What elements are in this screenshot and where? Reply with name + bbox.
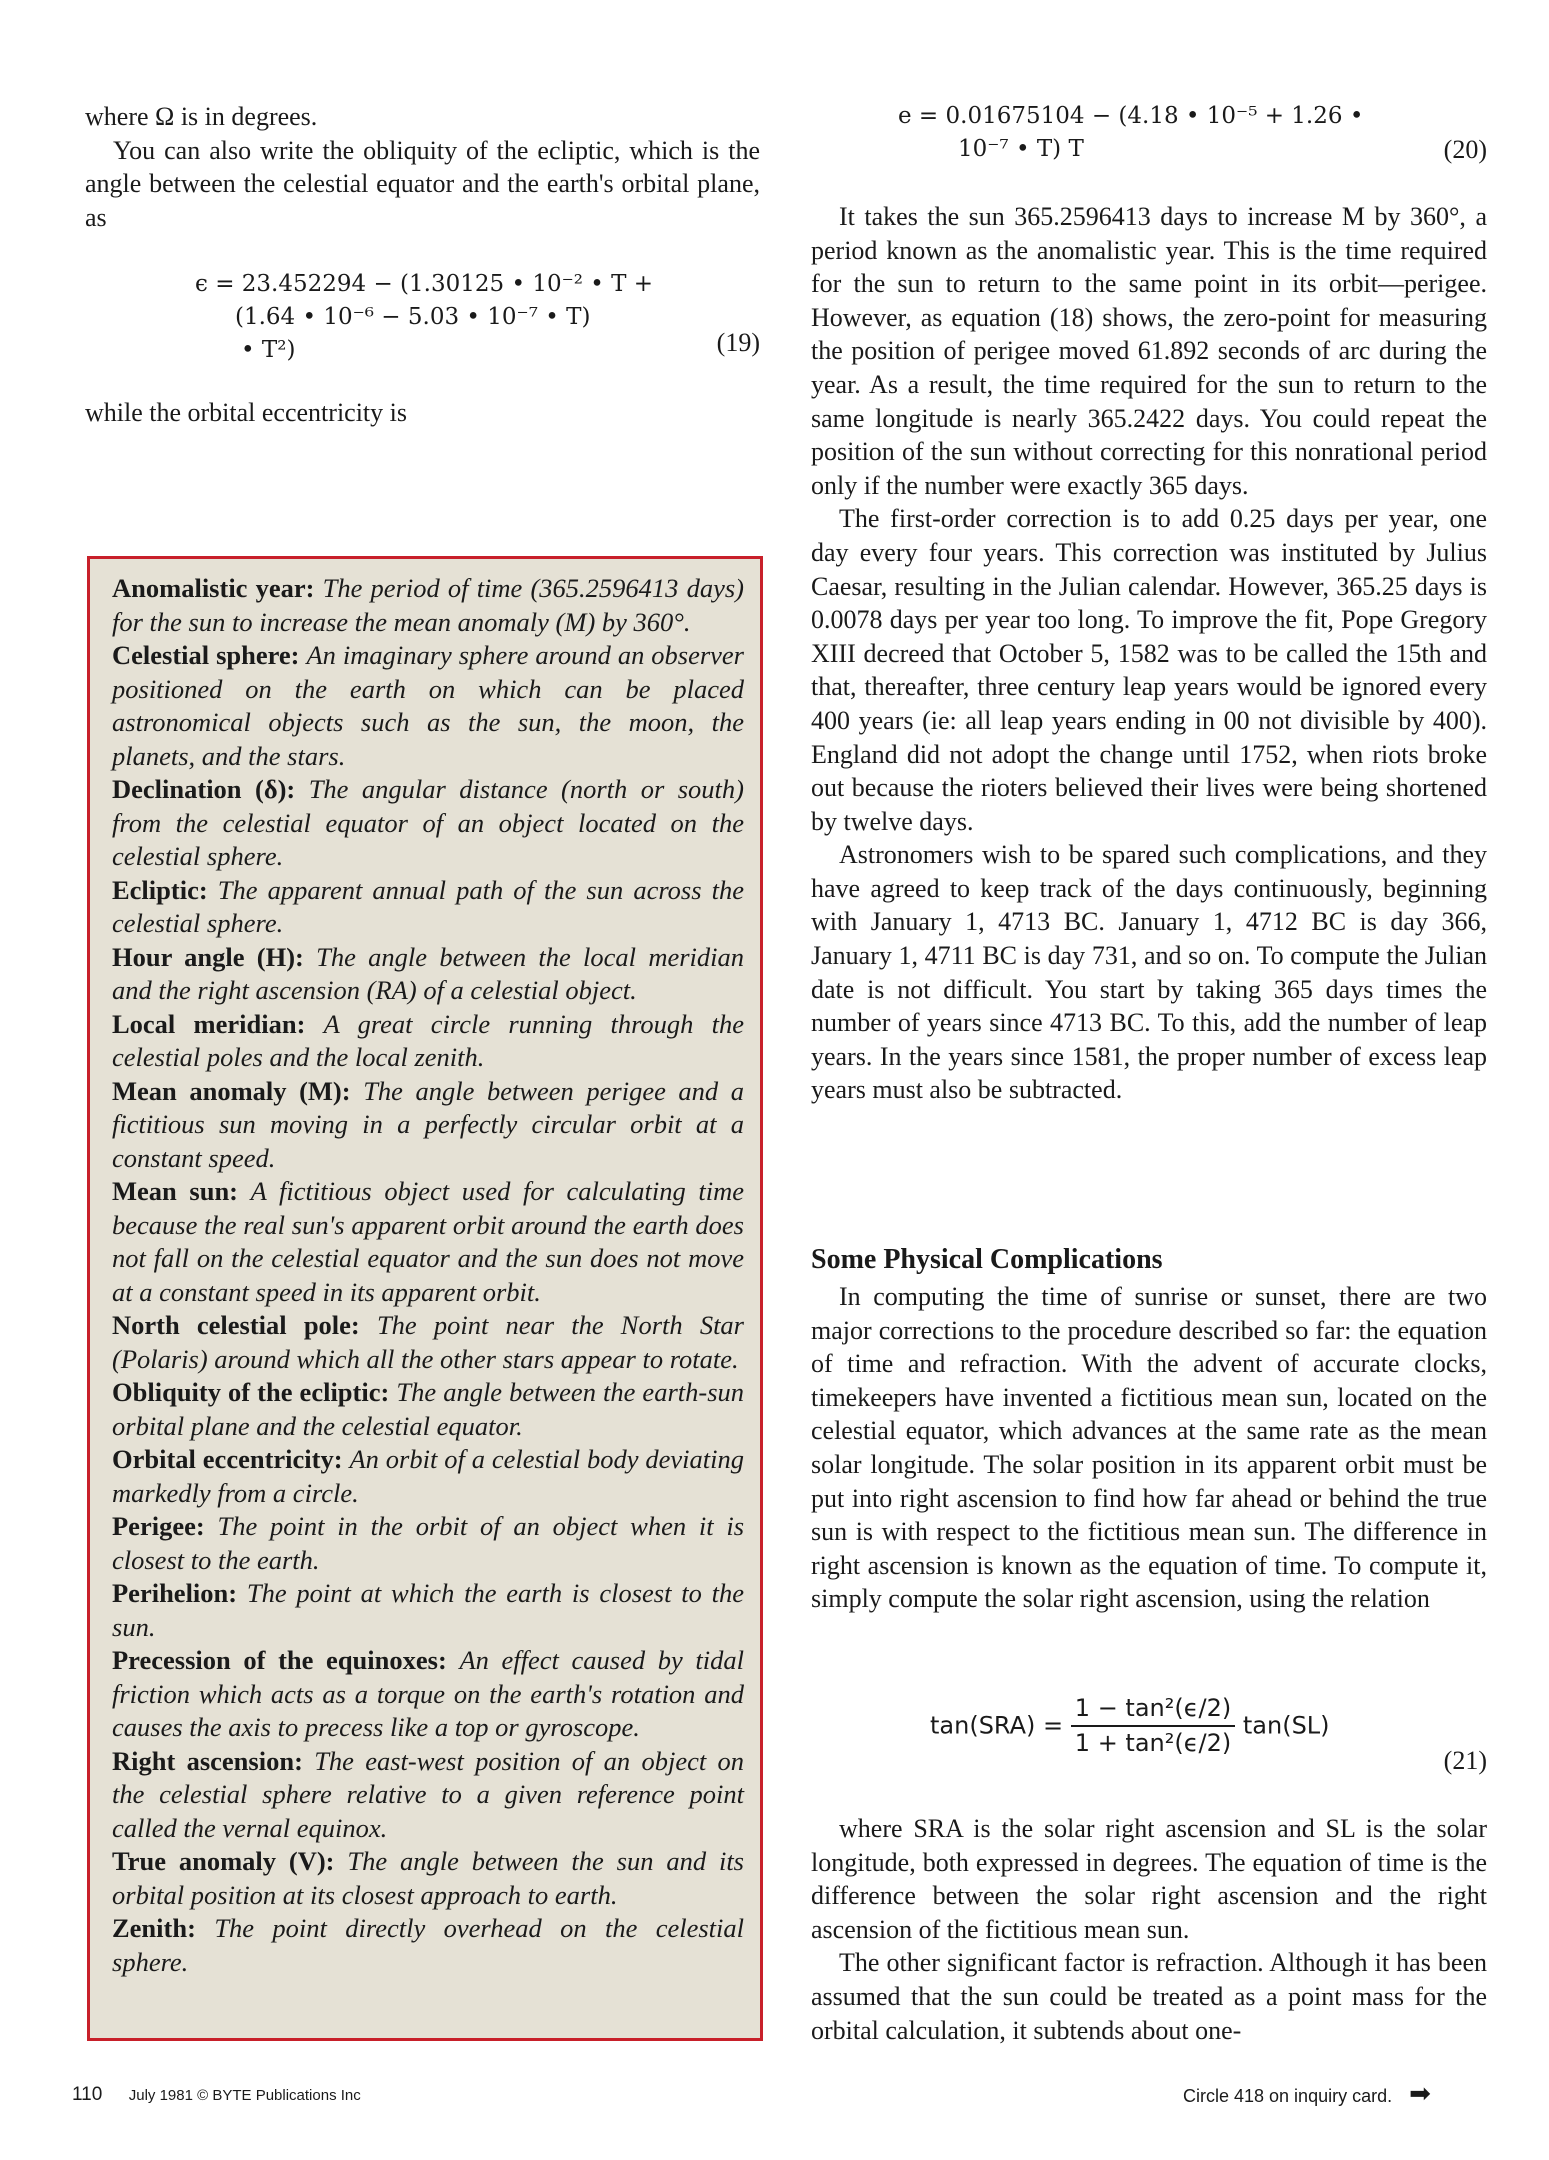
glossary-definition: The angle between the local meridian and the right ascension (RA) of a celestial object.: [112, 941, 745, 1005]
glossary-entry: [112, 874, 744, 941]
arrow-right-icon: ➡: [1409, 2078, 1431, 2108]
right-column-section: [811, 1280, 1487, 1616]
paragraph: Astronomers wish to be spared such complications, and they have agreed to keep track of the days continuously, beginning with January 1, 4713 BC. January 1, 4712 BC is day 366, January 1, 4711 BC is day 731, and so on. To compute the Julian date is not difficult. You start by taking 365 days times the number of years since 4713 BC. To this, add the number of leap years. In the years since 1581, the proper number of excess leap years must also be subtracted.: [811, 840, 1487, 1105]
glossary-entry: [112, 1376, 744, 1443]
glossary-term: Declination (δ):: [112, 774, 296, 804]
right-column-body: [811, 200, 1487, 1107]
glossary-term: Perigee:: [112, 1511, 205, 1541]
glossary-term: Ecliptic:: [112, 874, 208, 905]
equation-21: [930, 1692, 1487, 1782]
glossary-entry: [112, 1008, 744, 1075]
glossary-definition: An orbit of a celestial body deviating markedly from a circle.: [112, 1444, 745, 1508]
glossary-entry: [112, 1443, 744, 1510]
glossary-definition: The angle between the sun and its orbital position at its closest approach to earth.: [112, 1846, 744, 1910]
glossary-entry: [112, 1309, 744, 1376]
equation-line: (1.64 • 10⁻⁶ − 5.03 • 10⁻⁷ • T): [235, 304, 591, 330]
footer-right: [1183, 2078, 1431, 2108]
equation-rhs: tan(SL): [1242, 1711, 1330, 1740]
glossary-entry: [112, 1745, 744, 1846]
glossary-term: Mean sun:: [112, 1176, 239, 1206]
section-heading: Some Physical Complications: [811, 1244, 1163, 1275]
glossary-term: Orbital eccentricity:: [112, 1444, 343, 1474]
paragraph: while the orbital eccentricity is: [85, 398, 407, 427]
glossary-entry: [112, 1912, 744, 1979]
glossary-entry: [112, 572, 744, 639]
glossary-definition: A great circle running through the celestial poles and the local zenith.: [112, 1008, 745, 1072]
glossary-definition: A fictitious object used for calculating time because the real sun's apparent orbit around the earth does not fall on the celestial equator and the sun does not move at a constant speed in its apparent orbit.: [112, 1176, 744, 1307]
glossary-entry: [112, 1510, 744, 1577]
equation-fraction: [1071, 1692, 1235, 1760]
glossary-definition: The point directly overhead on the celestial sphere.: [112, 1913, 744, 1977]
paragraph: You can also write the obliquity of the ecliptic, which is the angle between the celestial equator and the earth's orbital plane, as: [85, 135, 760, 232]
issue-credit: July 1981 © BYTE Publications Inc: [128, 2087, 361, 2104]
glossary-term: Hour angle (H):: [112, 941, 304, 972]
glossary-term: Zenith:: [112, 1913, 196, 1943]
equation-20: [898, 100, 1487, 170]
paragraph: In computing the time of sunrise or sunset, there are two major corrections to the procedure described so far: the equation of time and refraction. With the advent of accurate clocks, timekeepers have invented a fictitious mean sun, located on the celestial equator, which advances at the same rate as the mean solar longitude. The solar position in its apparent orbit must be put into right ascension to find how far ahead or behind the true sun is with respect to the fictitious mean sun. The difference in right ascension is known as the equation of time. To compute it, simply compute the solar right ascension, using the relation: [811, 1282, 1487, 1614]
glossary-entry: [112, 1075, 744, 1176]
glossary-definition: The angle between the earth-sun orbital plane and the celestial equator.: [112, 1377, 745, 1441]
page-number: 110: [72, 2084, 103, 2105]
glossary-sidebar: [87, 556, 763, 2041]
glossary-entry: [112, 1644, 744, 1745]
equation-line: • T²): [241, 337, 296, 363]
glossary-term: Obliquity of the ecliptic:: [112, 1377, 390, 1407]
equation-number: (21): [1443, 1746, 1487, 1775]
equation-19: [195, 268, 760, 368]
glossary-entry: [112, 1845, 744, 1912]
glossary-term: Perihelion:: [112, 1578, 238, 1608]
glossary-definition: The apparent annual path of the sun across the celestial sphere.: [112, 874, 745, 938]
glossary-definition: The period of time (365.2596413 days) for the sun to increase the mean anomaly (M) by 360°.: [112, 573, 745, 637]
equation-number: (20): [1443, 135, 1487, 164]
glossary-definition: The east-west position of an object on the celestial sphere relative to a given reference point called the vernal equinox.: [112, 1745, 744, 1843]
paragraph: It takes the sun 365.2596413 days to increase M by 360°, a period known as the anomalistic year. This is the time required for the sun to return to the same point in its orbit—perigee. However, as equation (18) shows, the zero-point for measuring the position of perigee moved 61.892 seconds of arc during the year. As a result, the time required for the sun to return to the same longitude is nearly 365.2422 days. You could repeat the position of the sun without correcting for this nonrational period only if the number were exactly 365 days.: [811, 202, 1487, 500]
left-column-outro: [85, 396, 760, 430]
glossary-entry: [112, 773, 744, 874]
glossary-definition: An effect caused by tidal friction which acts as a torque on the earth's rotation and causes the axis to precess like a top or gyroscope.: [112, 1645, 744, 1742]
glossary-entry: [112, 941, 744, 1008]
glossary-entry: [112, 639, 744, 773]
glossary-definition: The angular distance (north or south) from the celestial equator of an object located on the celestial sphere.: [112, 774, 744, 871]
glossary-definition: The point near the North Star (Polaris) around which all the other stars appear to rotate.: [112, 1310, 744, 1374]
glossary-term: Local meridian:: [112, 1008, 306, 1039]
glossary-term: North celestial pole:: [112, 1310, 360, 1340]
glossary-term: Mean anomaly (M):: [112, 1075, 351, 1106]
glossary-term: True anomaly (V):: [112, 1846, 335, 1876]
glossary-term: Anomalistic year:: [112, 573, 315, 603]
footer-left: [72, 2084, 361, 2106]
right-column-closing: [811, 1812, 1487, 2047]
glossary-term: Celestial sphere:: [112, 640, 300, 670]
paragraph: The other significant factor is refraction. Although it has been assumed that the sun could be treated as a point mass for the orbital calculation, it subtends about one-: [811, 1948, 1487, 2045]
paragraph: The first-order correction is to add 0.25 days per year, one day every four years. This correction was instituted by Julius Caesar, resulting in the Julian calendar. However, 365.25 days is 0.0078 days per year too long. To improve the fit, Pope Gregory XIII decreed that October 5, 1582 was to be called the 15th and that, thereafter, three century leap years would be ignored every 400 years (ie: all leap years ending in 00 not divisible by 400). England did not adopt the change until 1752, when riots broke out because the rioters believed their lives were being shortened by twelve days.: [811, 504, 1487, 836]
glossary-entry: [112, 1175, 744, 1309]
paragraph: where Ω is in degrees.: [85, 102, 318, 131]
inquiry-note: Circle 418 on inquiry card.: [1183, 2086, 1393, 2106]
glossary-entry: [112, 1577, 744, 1644]
equation-line: e = 0.01675104 − (4.18 • 10⁻⁵ + 1.26 •: [898, 103, 1364, 129]
equation-line: 10⁻⁷ • T) T: [958, 136, 1084, 162]
fraction-numerator: 1 − tan²(ϵ/2): [1071, 1692, 1235, 1727]
glossary-definition: The angle between perigee and a fictitious sun moving in a perfectly circular orbit at a constant speed.: [112, 1075, 744, 1173]
equation-line: ϵ = 23.452294 − (1.30125 • 10⁻² • T +: [195, 271, 654, 297]
glossary-definition: The point at which the earth is closest to the sun.: [112, 1578, 744, 1642]
equation-number: (19): [716, 328, 760, 357]
left-column-intro: [85, 100, 760, 234]
glossary-definition: An imaginary sphere around an observer positioned on the earth on which can be placed astronomical objects such as the sun, the moon, the planets, and the stars.: [112, 640, 744, 771]
glossary-term: Right ascension:: [112, 1745, 303, 1776]
paragraph: where SRA is the solar right ascension and SL is the solar longitude, both expressed in degrees. The equation of time is the difference between the solar right ascension and the right ascension of the fictitious mean sun.: [811, 1814, 1487, 1944]
fraction-denominator: 1 + tan²(ϵ/2): [1074, 1729, 1232, 1757]
glossary-definition: The point in the orbit of an object when it is closest to the earth.: [112, 1511, 745, 1575]
equation-lhs: tan(SRA) =: [930, 1711, 1064, 1740]
glossary-term: Precession of the equinoxes:: [112, 1645, 447, 1675]
